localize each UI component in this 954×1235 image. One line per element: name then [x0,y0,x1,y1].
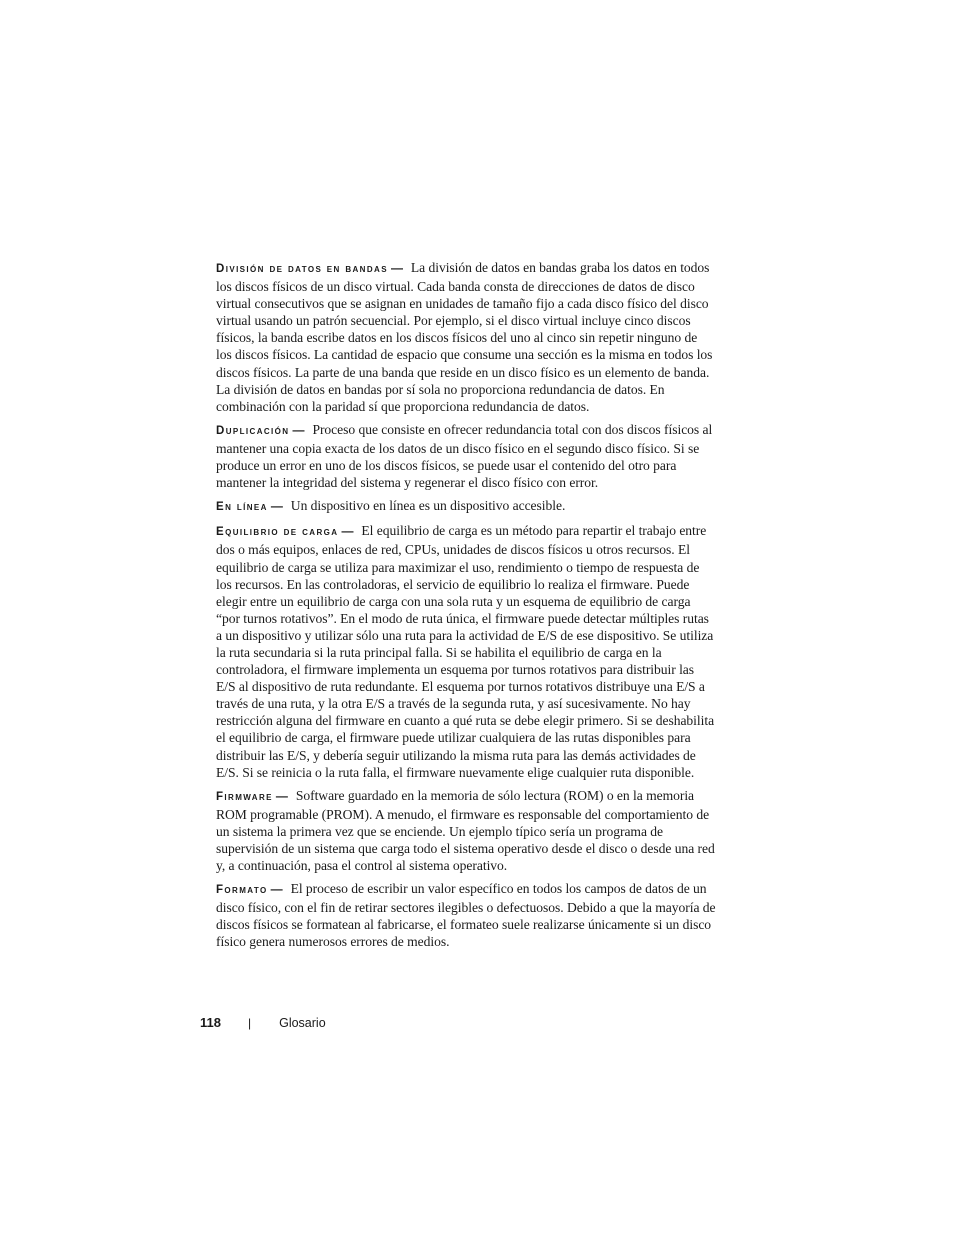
glossary-entry-formato [216,880,716,950]
glossary-term: Formato [216,884,268,897]
glossary-definition: La división de datos en bandas graba los datos en todos los discos físicos de un disco virtual. Cada banda consta de direcciones de datos de disco virtual consecutivos que se asignan en unidades de tamaño fijo a cada disco físico del disco virtual usando un patrón secuencial. Por ejemplo, si el disco virtual incluye cinco discos físicos, la banda escribe datos en los discos físicos del uno al cinco sin repetir ninguno de los discos físicos. La cantidad de espacio que consume una sección es la misma en todos los discos físicos. La parte de una banda que reside en un disco físico es un elemento de banda. La división de datos en bandas por sí sola no proporciona redundancia de datos. En combinación con la paridad sí que proporciona redundancia de datos. [216,260,713,414]
term-dash: — [341,524,354,539]
page-number: 118 [200,1015,221,1030]
glossary-term: Duplicación [216,424,290,437]
glossary-entry-equilibrio-carga [216,522,716,780]
glossary-definition: Un dispositivo en línea es un dispositivo accesible. [290,498,566,514]
page-footer [200,1015,326,1030]
glossary-entry-firmware [216,787,716,874]
glossary-term: Firmware [216,790,273,803]
term-dash: — [275,788,288,803]
term-dash: — [292,422,305,437]
glossary-definition: El proceso de escribir un valor específico en todos los campos de datos de un disco físico, con el fin de retirar sectores ilegibles o defectuosos. Debido a que la mayoría de discos físicos se formatean al fabricarse, el formateo suele realizarse únicamente si un disco físico genera numerosos errores de medios. [216,881,716,950]
glossary-entry-duplicacion [216,421,716,491]
term-dash: — [270,882,283,897]
glossary-entry-en-linea [216,497,716,516]
footer-section-title: Glosario [279,1015,326,1030]
term-dash: — [390,261,403,275]
glossary-term: En línea [216,501,268,514]
glossary-term: División de datos en bandas [216,263,388,275]
glossary-definition: El equilibrio de carga es un método para repartir el trabajo entre dos o más equipos, enlaces de red, CPUs, unidades de discos físicos u otros recursos. El equilibrio de carga se utiliza para maximizar el uso, rendimiento o tiempo de respuesta de los recursos. En las controladoras, el servicio de equilibrio lo realiza el firmware. Puede elegir entre un equilibrio de carga con una sola ruta y un esquema de equilibrio de carga “por turnos rotativos”. En el modo de ruta única, el firmware puede detectar múltiples rutas a un dispositivo y utilizar sólo una ruta para la actividad de E/S de ese dispositivo. Se utiliza la ruta secundaria si la ruta principal falla. Si se habilita el equilibrio de carga en la controladora, el firmware implementa un esquema por turnos rotativos para distribuir las E/S al dispositivo de ruta redundante. El esquema por turnos rotativos distribuye una E/S a través de una ruta, y la otra E/S a través de la segunda ruta, y así sucesivamente. No hay restricción alguna del firmware en cuanto a qué ruta se debe elegir primero. Si se deshabilita el equilibrio de carga, el firmware puede utilizar cualquiera de las rutas disponibles para distribuir las E/S, y debería seguir utilizando la misma ruta para las demás actividades de E/S. Si se reinicia o la ruta falla, el firmware nuevamente elige cualquier ruta disponible. [216,523,715,780]
glossary-definition: Proceso que consiste en ofrecer redundancia total con dos discos físicos al mantener una copia exacta de los datos de un disco físico en el segundo disco físico. Si se produce un error en uno de los discos físicos, se puede usar el contenido del otro para mantener la integridad del sistema y regenerar el disco físico con error. [216,421,713,491]
footer-separator: | [247,1015,252,1030]
glossary-definition: Software guardado en la memoria de sólo lectura (ROM) o en la memoria ROM programable (PROM). A menudo, el firmware es responsable del comportamiento de un sistema la primera vez que se enciende. Un ejemplo típico sería un programa de supervisión de un sistema que carga todo el sistema operativo desde el disco o desde una red y, a continuación, pasa el control al sistema operativo. [216,787,715,874]
glossary-term: Equilibrio de carga [216,526,339,539]
glossary-content [216,259,716,957]
glossary-entry-division-datos [216,259,716,415]
term-dash: — [270,499,283,514]
